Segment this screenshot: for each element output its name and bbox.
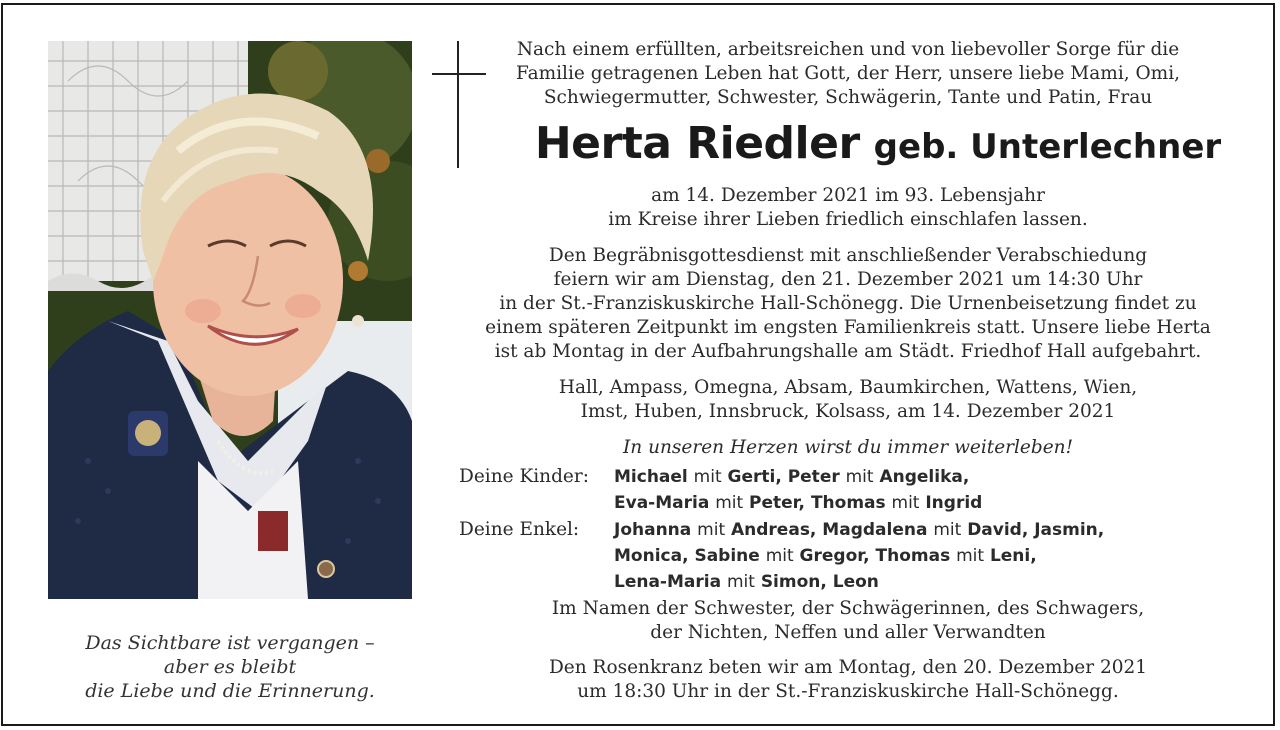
- behalf-line: Im Namen der Schwester, der Schwägerinnen, des Schwagers,: [551, 598, 1145, 619]
- grandchildren-line: [614, 569, 1104, 595]
- family-name: Andreas, Magdalena: [731, 520, 928, 540]
- behalf-line: der Nichten, Neffen und aller Verwandten: [650, 622, 1046, 643]
- family-name: Gregor, Thomas: [799, 546, 951, 566]
- rosary-line: um 18:30 Uhr in der St.-Franziskuskirche Hall-Schönegg.: [577, 681, 1119, 702]
- obituary-notice: [1, 3, 1275, 726]
- intro-line: Nach einem erfüllten, arbeitsreichen und von liebevoller Sorge für die: [516, 39, 1180, 60]
- places-line: Hall, Ampass, Omegna, Absam, Baumkirchen, Wattens, Wien,: [558, 377, 1138, 398]
- quote-line: die Liebe und die Erinnerung.: [85, 680, 375, 702]
- family-name: Ingrid: [925, 493, 983, 513]
- quote-line: aber es bleibt: [163, 656, 297, 678]
- deceased-name: [443, 118, 1275, 169]
- quote-line: Das Sichtbare ist vergangen –: [85, 632, 375, 654]
- funeral-line: in der St.-Franziskuskirche Hall-Schönegg. Die Urnenbeisetzung findet zu: [499, 293, 1197, 314]
- mit-word: mit: [715, 493, 744, 513]
- grandchildren-label: Deine Enkel:: [459, 519, 580, 540]
- memorial-motto: [443, 436, 1253, 460]
- family-name: Simon, Leon: [760, 572, 879, 592]
- mit-word: mit: [933, 520, 962, 540]
- mit-word: mit: [765, 546, 794, 566]
- places-line: Imst, Huben, Innsbruck, Kolsass, am 14. Dezember 2021: [580, 401, 1116, 422]
- death-line: im Kreise ihrer Lieben friedlich einschlafen lassen.: [608, 209, 1088, 230]
- death-date-text: [443, 184, 1253, 232]
- children-label: Deine Kinder:: [459, 466, 589, 487]
- memorial-quote: [48, 631, 412, 703]
- birth-name: geb. Unterlechner: [873, 127, 1222, 167]
- family-name: Michael: [614, 467, 688, 487]
- funeral-line: einem späteren Zeitpunkt im engsten Familienkreis statt. Unsere liebe Herta: [485, 317, 1211, 338]
- rosary-info: [443, 656, 1253, 704]
- portrait-photo: [48, 41, 412, 599]
- family-name: Lena-Maria: [614, 572, 722, 592]
- intro-line: Schwiegermutter, Schwester, Schwägerin, Tante und Patin, Frau: [543, 87, 1153, 108]
- children-line: [614, 490, 982, 516]
- funeral-info: [443, 244, 1253, 364]
- deceased-full-name: Herta Riedler: [534, 118, 860, 169]
- motto-line: In unseren Herzen wirst du immer weiterleben!: [622, 437, 1074, 458]
- funeral-line: feiern wir am Dienstag, den 21. Dezember 2021 um 14:30 Uhr: [553, 269, 1143, 290]
- family-name: Monica, Sabine: [614, 546, 760, 566]
- rosary-line: Den Rosenkranz beten wir am Montag, den 20. Dezember 2021: [548, 657, 1148, 678]
- mit-word: mit: [845, 467, 874, 487]
- family-name: Peter, Thomas: [749, 493, 886, 513]
- family-name: Angelika,: [879, 467, 970, 487]
- funeral-line: ist ab Montag in der Aufbahrungshalle am Städt. Friedhof Hall aufgebahrt.: [494, 341, 1202, 362]
- funeral-line: Den Begräbnisgottesdienst mit anschließender Verabschiedung: [548, 245, 1148, 266]
- intro-line: Familie getragenen Leben hat Gott, der Herr, unsere liebe Mami, Omi,: [515, 63, 1180, 84]
- mit-word: mit: [956, 546, 985, 566]
- places-date: [443, 376, 1253, 424]
- family-name: Leni,: [989, 546, 1037, 566]
- children-line: [614, 464, 982, 490]
- grandchildren-line: [614, 543, 1104, 569]
- family-name: Eva-Maria: [614, 493, 710, 513]
- mit-word: mit: [697, 520, 726, 540]
- death-line: am 14. Dezember 2021 im 93. Lebensjahr: [651, 185, 1045, 206]
- mit-word: mit: [726, 572, 755, 592]
- intro-text: [443, 38, 1253, 110]
- on-behalf-text: [443, 597, 1253, 645]
- mit-word: mit: [693, 467, 722, 487]
- family-name: Johanna: [614, 520, 692, 540]
- family-name: Gerti, Peter: [727, 467, 840, 487]
- mit-word: mit: [891, 493, 920, 513]
- grandchildren-line: [614, 517, 1104, 543]
- family-name: David, Jasmin,: [967, 520, 1105, 540]
